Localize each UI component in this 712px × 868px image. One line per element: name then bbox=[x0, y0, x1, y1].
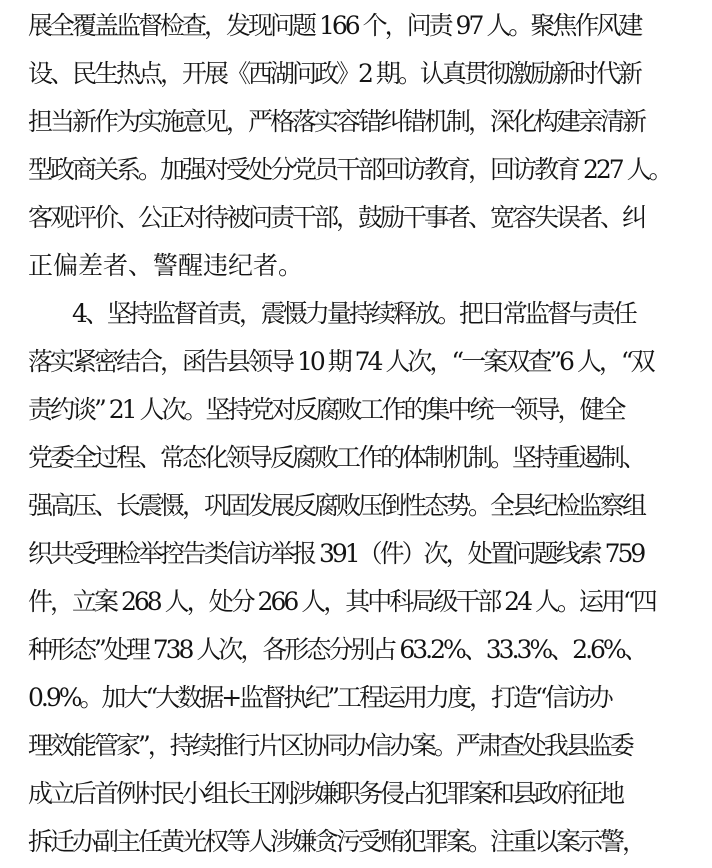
text-line: 0.9%。加大“大数据+监督执纪”工程运用力度，打造“信访办 bbox=[28, 683, 611, 712]
text-line: 党委全过程、常态化领导反腐败工作的体制机制。坚持重遏制、 bbox=[28, 443, 645, 472]
paragraph-first-line: 4、坚持监督首责，震慑力量持续释放。把日常监督与责任 bbox=[72, 299, 635, 328]
text-line: 理效能管家”，持续推行片区协同办信办案。严肃查处我县监委 bbox=[28, 731, 632, 760]
text-line: 型政商关系。加强对受处分党员干部回访教育，回访教育 227 人。 bbox=[28, 155, 671, 184]
text-line: 落实紧密结合，函告县领导 10 期 74 人次，“一案双查”6 人，“双 bbox=[28, 347, 653, 376]
text-line: 织共受理检举控告类信访举报 391（件）次，处置问题线索 759 bbox=[28, 539, 644, 568]
text-line: 客观评价、公正对待被问责干部，鼓励干事者、宽容失误者、纠 bbox=[28, 203, 645, 232]
text-line: 责约谈” 21 人次。坚持党对反腐败工作的集中统一领导，健全 bbox=[28, 395, 624, 424]
text-line: 拆迁办副主任黄光权等人涉嫌贪污受贿犯罪案。注重以案示警， bbox=[28, 827, 645, 856]
text-line: 强高压、长震慑，巩固发展反腐败压倒性态势。全县纪检监察组 bbox=[28, 491, 645, 520]
text-line: 担当新作为实施意见，严格落实容错纠错机制，深化构建亲清新 bbox=[28, 107, 645, 136]
text-line: 设、民生热点，开展《西湖问政》2 期。认真贯彻激励新时代新 bbox=[28, 59, 640, 88]
text-line: 成立后首例村民小组长王刚涉嫌职务侵占犯罪案和县政府征地 bbox=[28, 779, 623, 808]
text-line: 正偏差者、警醒违纪者。 bbox=[28, 251, 304, 280]
text-line: 种形态”处理 738 人次，各形态分别占 63.2%、33.3%、2.6%、 bbox=[28, 635, 646, 664]
text-line: 展全覆盖监督检查，发现问题 166 个，问责 97 人。聚焦作风建 bbox=[28, 11, 641, 40]
text-line: 件，立案 268 人，处分 266 人，其中科局级干部 24 人。运用“四 bbox=[28, 587, 655, 616]
